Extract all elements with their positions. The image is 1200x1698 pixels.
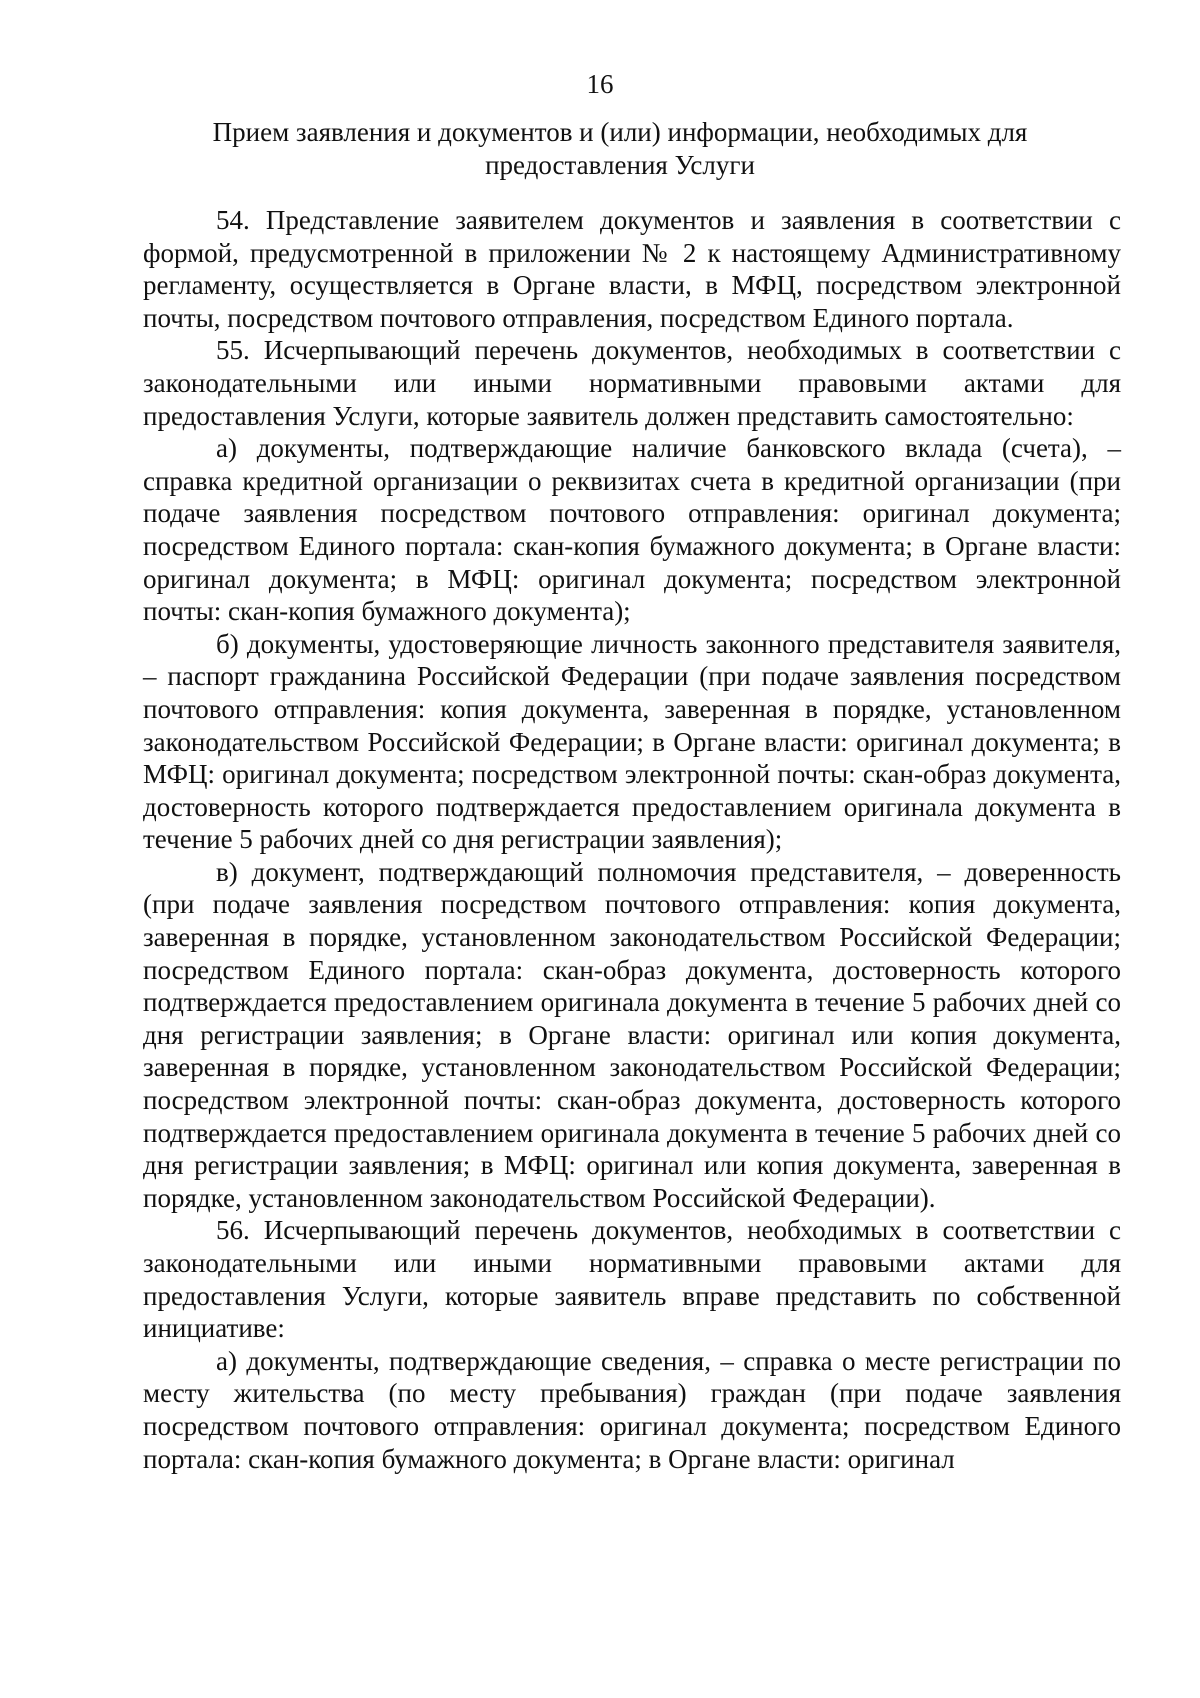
paragraph-56-a: а) документы, подтверждающие сведения, – справка о месте регистрации по месту жительства (по месту пребывания) граждан (при подаче заявления посредством почтового отправления: оригинал документа; посредством Единого портала: скан-копия бумажного документа; в Органе власти: оригинал <box>143 1345 1121 1474</box>
paragraph-54: 54. Представление заявителем документов и заявления в соответствии с формой, предусмотренной в приложении № 2 к настоящему Административному регламенту, осуществляется в Органе власти, в МФЦ, посредством электронной почты, посредством почтового отправления, посредством Единого портала. <box>143 205 1121 333</box>
paragraph-55-a: а) документы, подтверждающие наличие банковского вклада (счета), – справка кредитной организации о реквизитах счета в кредитной организации (при подаче заявления посредством почтового отправления: оригинал документа; посредством Единого портала: скан-копия бумажного документа; в Органе власти: оригинал документа; в МФЦ: оригинал документа; посредством электронной почты: скан-копия бумажного документа); <box>143 433 1121 627</box>
section-heading-line-1: Прием заявления и документов и (или) информации, необходимых для <box>212 117 1028 147</box>
paragraph-55: 55. Исчерпывающий перечень документов, необходимых в соответствии с законодательными или иными нормативными правовыми актами для предоставления Услуги, которые заявитель должен представить самостоятельно: <box>143 335 1121 431</box>
section-heading-line-2: предоставления Услуги <box>485 150 755 180</box>
page-number: 16 <box>586 69 614 99</box>
paragraph-56: 56. Исчерпывающий перечень документов, необходимых в соответствии с законодательными или иными нормативными правовыми актами для предоставления Услуги, которые заявитель вправе представить по собственной инициативе: <box>143 1215 1121 1344</box>
section-heading <box>150 116 1090 182</box>
paragraph-55-b: б) документы, удостоверяющие личность законного представителя заявителя, – паспорт гражданина Российской Федерации (при подаче заявления посредством почтового отправления: копия документа, заверенная в порядке, установленном законодательством Российской Федерации; в Органе власти: оригинал документа; в МФЦ: оригинал документа; посредством электронной почты: скан-образ документа, достоверность которого подтверждается предоставлением оригинала документа в течение 5 рабочих дней со дня регистрации заявления); <box>143 628 1121 855</box>
document-body <box>143 204 1121 1475</box>
paragraph-55-v: в) документ, подтверждающий полномочия представителя, – доверенность (при подаче заявления посредством почтового отправления: копия документа, заверенная в порядке, установленном законодательством Российской Федерации; посредством Единого портала: скан-образ документа, достоверность которого подтверждается предоставлением оригинала документа в течение 5 рабочих дней со дня регистрации заявления; в Органе власти: оригинал или копия документа, заверенная в порядке, установленном законодательством Российской Федерации; посредством электронной почты: скан-образ документа, достоверность которого подтверждается предоставлением оригинала документа в течение 5 рабочих дней со дня регистрации заявления; в МФЦ: оригинал или копия документа, заверенная в порядке, установленном законодательством Российской Федерации). <box>143 856 1121 1213</box>
